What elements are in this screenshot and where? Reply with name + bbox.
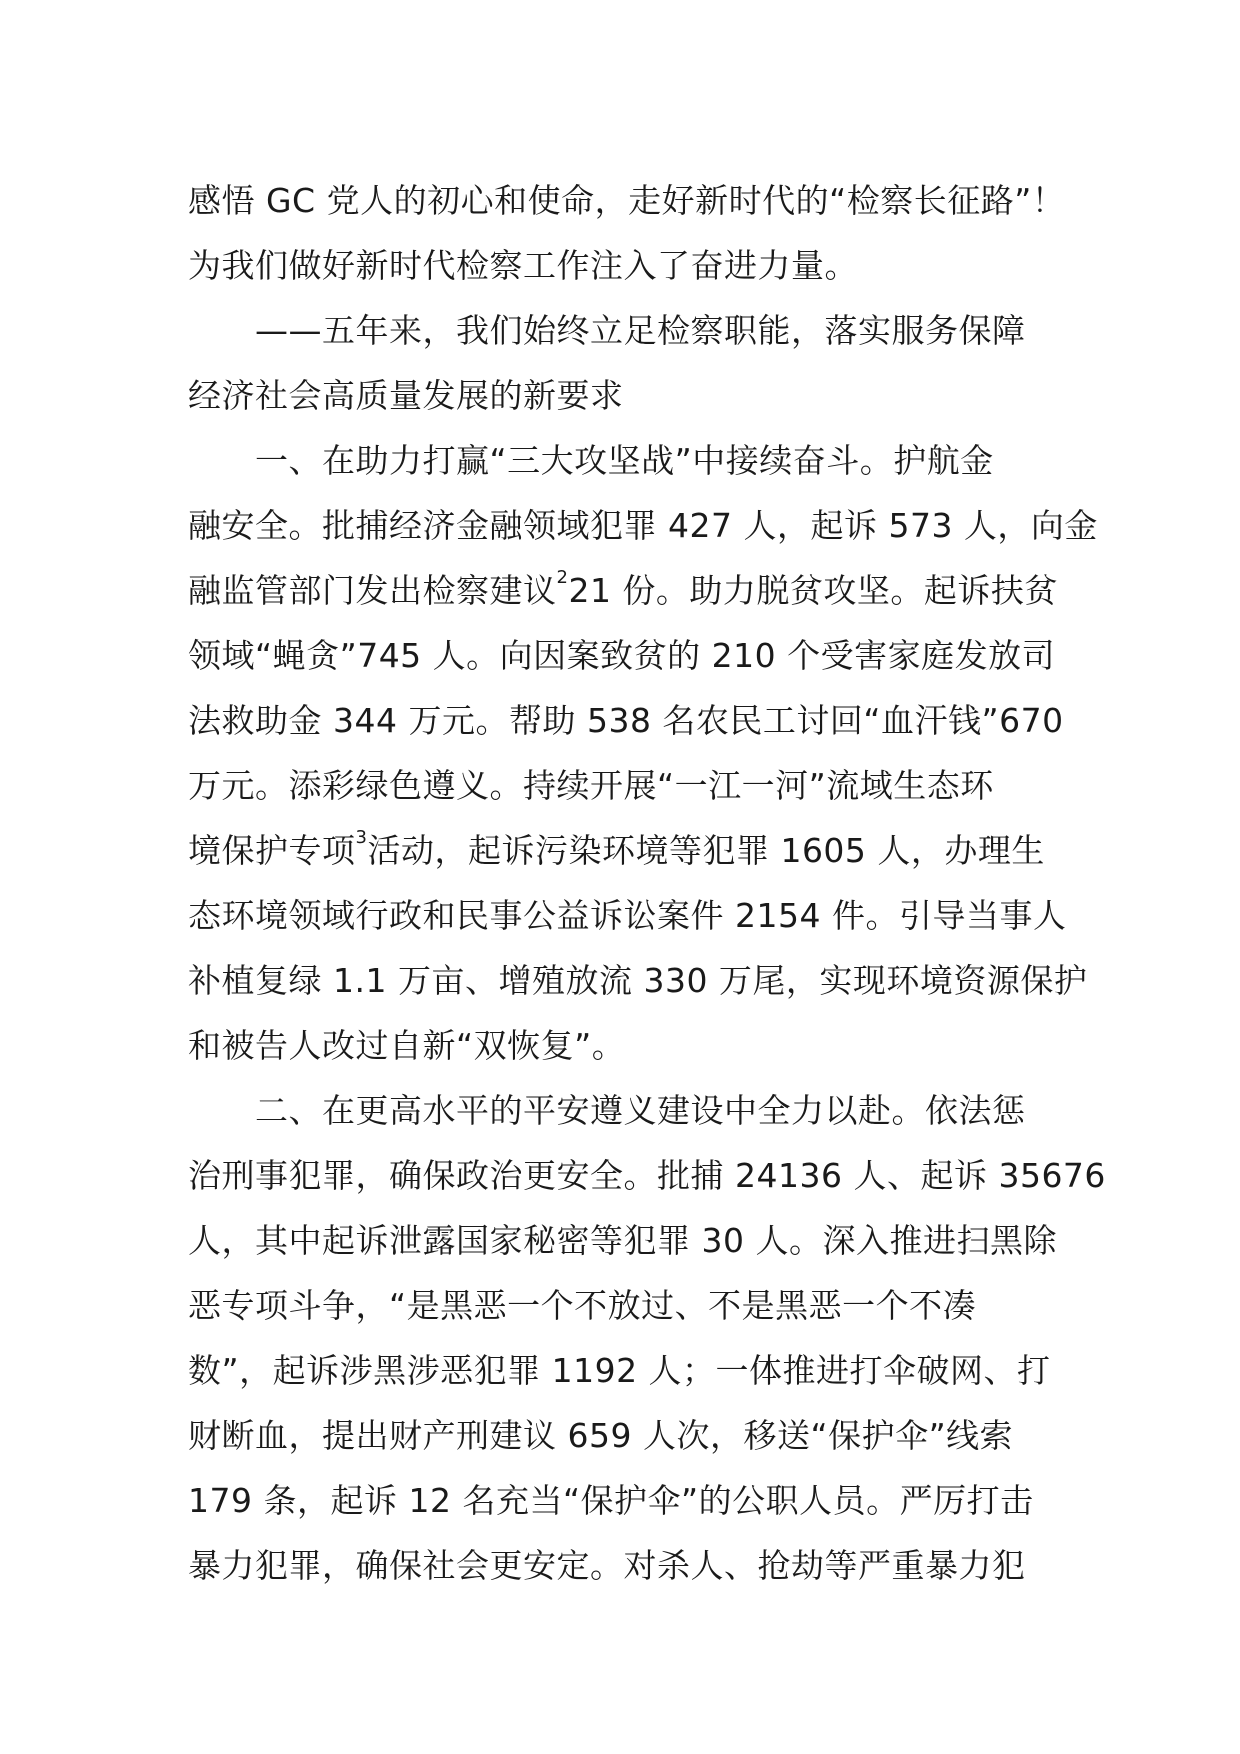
text-line: 179 条，起诉 12 名充当“保护伞”的公职人员。严厉打击: [188, 1481, 1034, 1520]
text-line-with-footnote: [188, 818, 1088, 883]
text-segment: 21 份。助力脱贫攻坚。起诉扶贫: [568, 571, 1058, 610]
text-line: 财断血，提出财产刑建议 659 人次，移送“保护伞”线索: [188, 1416, 1014, 1455]
footnote-marker: 2: [556, 567, 569, 588]
text-line: 态环境领域行政和民事公益诉讼案件 2154 件。引导当事人: [188, 896, 1067, 935]
text-line-with-footnote: [188, 558, 1088, 623]
text-line: 治刑事犯罪，确保政治更安全。批捕 24136 人、起诉 35676: [188, 1156, 1106, 1195]
document-body: [188, 168, 1106, 1598]
text-line: 补植复绿 1.1 万亩、增殖放流 330 万尾，实现环境资源保护: [188, 961, 1088, 1000]
text-line: 和被告人改过自新“双恢复”。: [188, 1026, 626, 1065]
text-line: 感悟 GC 党人的初心和使命，走好新时代的“检察长征路”！: [188, 181, 1066, 220]
footnote-marker: 3: [355, 827, 368, 848]
section-heading-line: 经济社会高质量发展的新要求: [188, 376, 624, 415]
text-segment: 融监管部门发出检察建议: [188, 571, 557, 610]
section-heading-line: ——五年来，我们始终立足检察职能，落实服务保障: [255, 311, 1026, 350]
paragraph-start-line: 二、在更高水平的平安遵义建设中全力以赴。依法惩: [255, 1091, 1026, 1130]
text-line: 恶专项斗争，“是黑恶一个不放过、不是黑恶一个不凑: [188, 1286, 977, 1325]
text-line: 融安全。批捕经济金融领域犯罪 427 人，起诉 573 人，向金: [188, 506, 1098, 545]
text-line: 万元。添彩绿色遵义。持续开展“一江一河”流域生态环: [188, 766, 994, 805]
text-line: 数”，起诉涉黑涉恶犯罪 1192 人；一体推进打伞破网、打: [188, 1351, 1051, 1390]
text-line: 领域“蝇贪”745 人。向因案致贫的 210 个受害家庭发放司: [188, 636, 1056, 675]
text-segment: 活动，起诉污染环境等犯罪 1605 人，办理生: [367, 831, 1045, 870]
text-line: 人，其中起诉泄露国家秘密等犯罪 30 人。深入推进扫黑除: [188, 1221, 1057, 1260]
text-line: 暴力犯罪，确保社会更安定。对杀人、抢劫等严重暴力犯: [188, 1546, 1026, 1585]
text-line: 为我们做好新时代检察工作注入了奋进力量。: [188, 246, 858, 285]
text-segment: 境保护专项: [188, 831, 356, 870]
paragraph-start-line: 一、在助力打赢“三大攻坚战”中接续奋斗。护航金: [255, 441, 994, 480]
text-line: 法救助金 344 万元。帮助 538 名农民工讨回“血汗钱”670: [188, 701, 1064, 740]
